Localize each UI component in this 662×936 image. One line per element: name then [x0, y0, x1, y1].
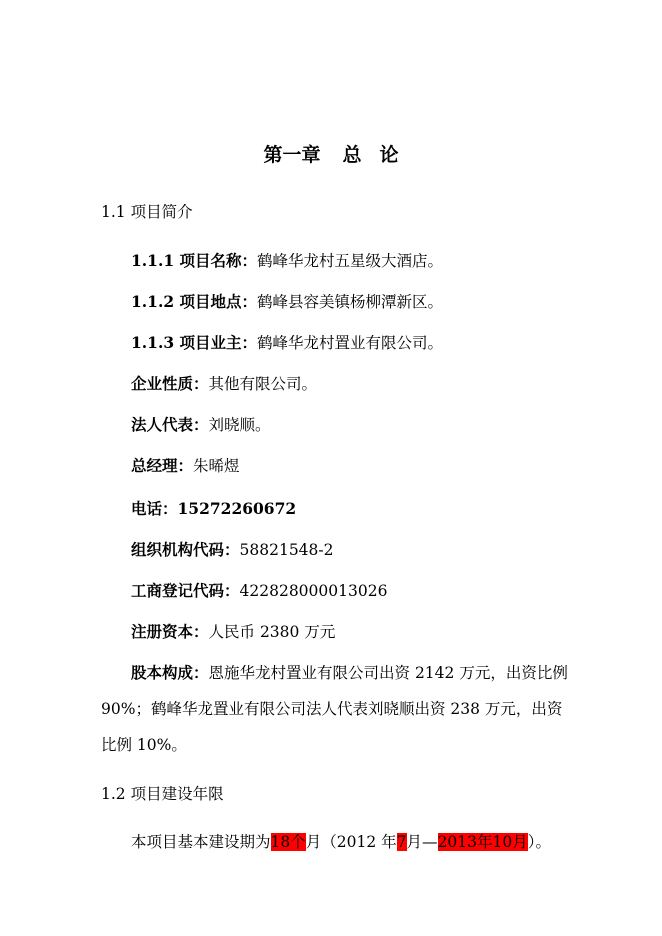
period-months-suffix: 月（2012 年	[305, 833, 397, 851]
project-name-value: 鹤峰华龙村五星级大酒店。	[257, 252, 444, 270]
project-owner-value: 鹤峰华龙村置业有限公司。	[257, 334, 444, 352]
general-manager-label: 总经理：	[131, 456, 194, 475]
construction-period-line	[131, 832, 551, 852]
company-type-value: 其他有限公司。	[208, 375, 318, 393]
legal-rep-value: 刘晓顺。	[208, 416, 271, 434]
chapter-title-part1: 第一章	[263, 144, 321, 166]
project-location-label: 1.1.2 项目地点：	[131, 292, 258, 311]
highlight-end-month-unit: 月	[512, 833, 528, 851]
registered-capital-value: 人民币 2380 万元	[208, 623, 336, 641]
chapter-title-part3: 论	[379, 144, 399, 166]
highlight-year-char: 年	[476, 833, 493, 851]
business-reg-label: 工商登记代码：	[131, 581, 240, 600]
company-type-label: 企业性质：	[131, 374, 209, 393]
equity-line-3: 比例 10%。	[101, 736, 187, 754]
project-owner-label: 1.1.3 项目业主：	[131, 333, 258, 352]
section-1-2-heading: 1.2 项目建设年限	[101, 785, 224, 803]
project-location-value: 鹤峰县容美镇杨柳潭新区。	[257, 293, 444, 311]
period-ending: ）。	[527, 833, 552, 851]
period-mid: 月—	[406, 833, 438, 851]
phone-label: 电话：	[131, 499, 178, 518]
project-owner-line	[131, 333, 443, 353]
legal-rep-label: 法人代表：	[131, 415, 209, 434]
period-prefix: 本项目基本建设期为	[131, 833, 271, 851]
legal-rep-line	[131, 415, 271, 435]
registered-capital-label: 注册资本：	[131, 622, 209, 641]
highlight-end-month: 10	[492, 833, 513, 851]
general-manager-value: 朱晞煜	[193, 457, 240, 475]
org-code-label: 组织机构代码：	[131, 540, 240, 559]
business-reg-value: 422828000013026	[239, 582, 388, 600]
org-code-value: 58821548-2	[239, 541, 334, 559]
project-location-line	[131, 292, 443, 312]
project-name-label: 1.1.1 项目名称：	[131, 251, 258, 270]
equity-line-2: 90%；鹤峰华龙置业有限公司法人代表刘晓顺出资 238 万元，出资	[101, 700, 563, 718]
business-reg-line	[131, 581, 387, 601]
chapter-title-part2: 总	[342, 144, 362, 166]
company-type-line	[131, 374, 317, 394]
org-code-line	[131, 540, 334, 560]
highlight-start-month: 7	[396, 833, 407, 851]
highlight-end-year: 2013	[437, 833, 477, 851]
equity-line-1	[131, 663, 568, 683]
highlight-months-number: 18	[270, 833, 291, 851]
project-name-line	[131, 251, 443, 271]
chapter-title	[0, 143, 662, 167]
highlight-months-unit: 个	[290, 833, 306, 851]
equity-label: 股本构成：	[131, 663, 209, 682]
general-manager-line	[131, 456, 240, 476]
equity-text-1: 恩施华龙村置业有限公司出资 2142 万元，出资比例	[208, 664, 568, 682]
phone-value: 15272260672	[177, 499, 297, 518]
phone-line	[131, 499, 296, 519]
section-1-1-heading: 1.1 项目简介	[101, 203, 193, 221]
registered-capital-line	[131, 622, 335, 642]
